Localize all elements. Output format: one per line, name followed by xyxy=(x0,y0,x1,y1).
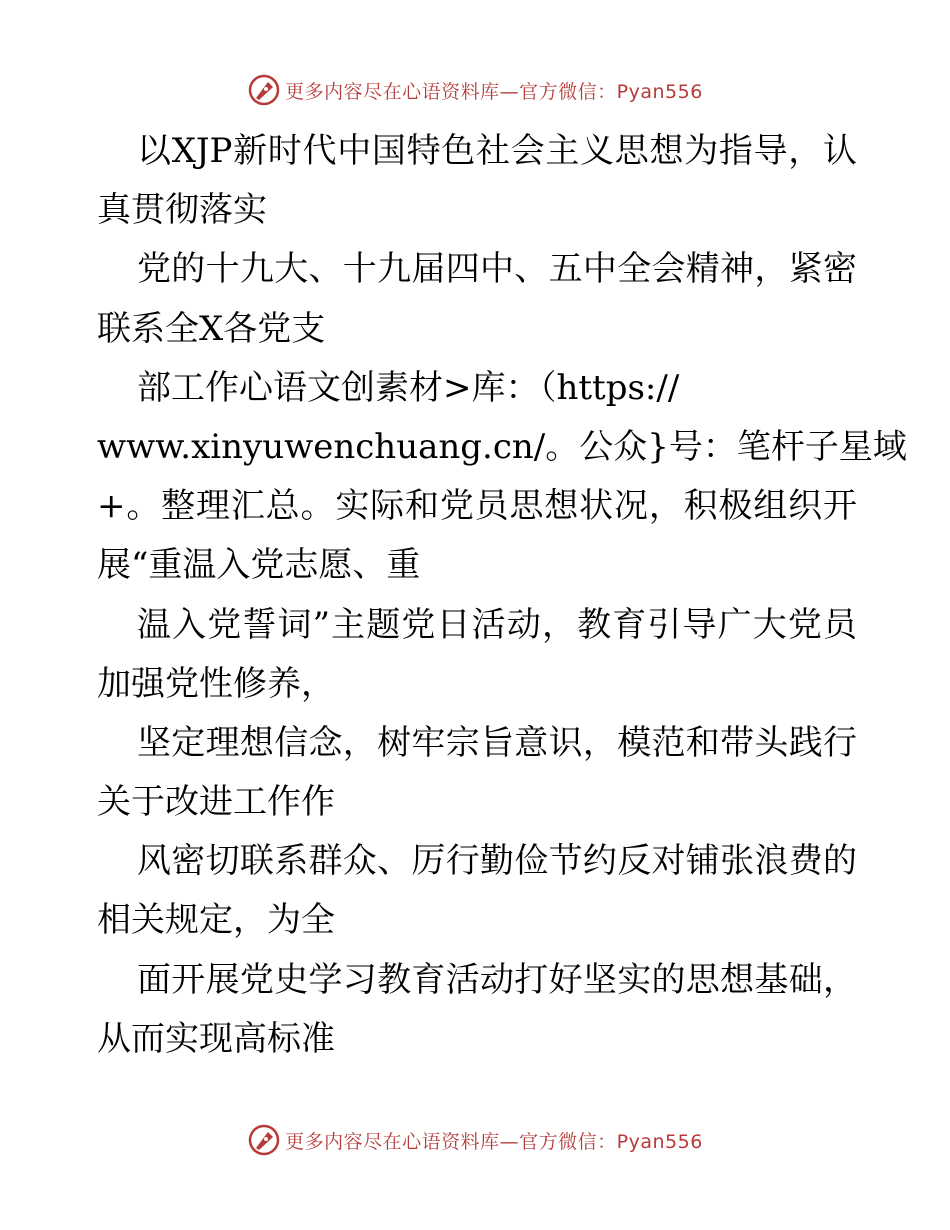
text-line: 展“重温入党志愿、重 xyxy=(97,545,421,586)
text-line: 从而实现高标准 xyxy=(97,1018,335,1059)
text-line: +。整理汇总。实际和党员思想状况，积极组织开 xyxy=(97,486,857,527)
text-line: 联系全X各党支 xyxy=(97,308,326,349)
pen-nib-logo-icon xyxy=(247,73,281,107)
text-line: 党的十九大、十九届四中、五中全会精神，紧密 xyxy=(137,249,857,290)
text-line: 坚定理想信念，树牢宗旨意识，模范和带头践行 xyxy=(137,722,857,763)
footer-watermark xyxy=(0,1122,950,1158)
text-line: 面开展党史学习教育活动打好坚实的思想基础， xyxy=(137,959,857,1000)
text-line: 以XJP新时代中国特色社会主义思想为指导，认 xyxy=(137,131,857,171)
text-line: 风密切联系群众、厉行勤俭节约反对铺张浪费的 xyxy=(137,841,857,882)
header-watermark xyxy=(0,72,950,108)
text-line: 真贯彻落实 xyxy=(97,190,267,231)
text-line: 加强党性修养， xyxy=(97,663,335,704)
text-line: 部工作心语文创素材>库：（https:// xyxy=(137,367,680,408)
text-line: 关于改进工作作 xyxy=(97,782,335,823)
watermark-text: 更多内容尽在心语资料库—官方微信：Pyan556 xyxy=(285,1130,703,1153)
pen-nib-logo-icon xyxy=(247,1123,281,1157)
text-line: 相关规定，为全 xyxy=(97,900,335,941)
text-line: www.xinyuwenchuang.cn/。公众}号：笔杆子星域 xyxy=(97,426,907,467)
watermark-text: 更多内容尽在心语资料库—官方微信：Pyan556 xyxy=(285,80,703,103)
document-body xyxy=(97,122,907,1069)
text-line: 温入党誓词”主题党日活动，教育引导广大党员 xyxy=(137,604,857,645)
